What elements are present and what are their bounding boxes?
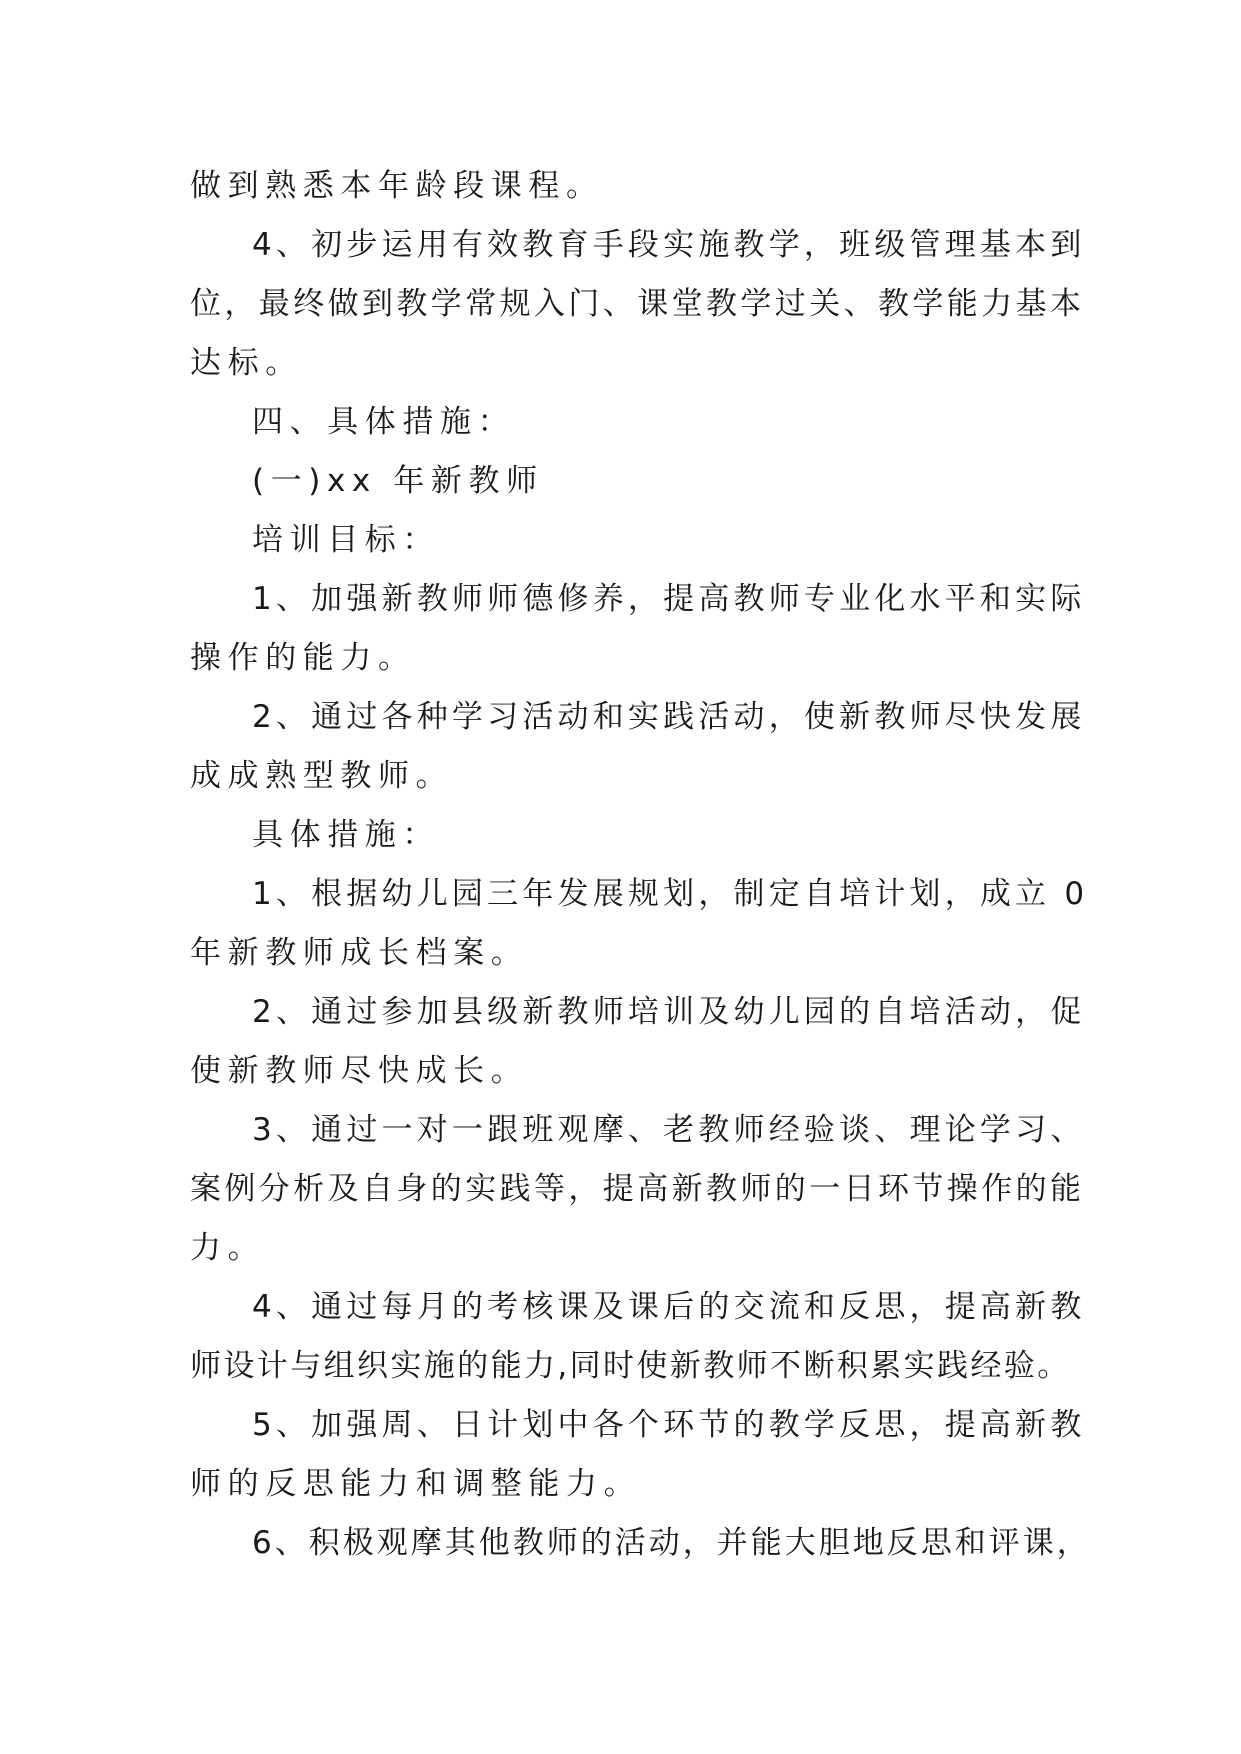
text-line: 力。: [190, 1230, 266, 1266]
text-line: 4、通过每月的考核课及课后的交流和反思，提高新教: [252, 1289, 1086, 1325]
text-line: 4、初步运用有效教育手段实施教学，班级管理基本到: [252, 227, 1086, 263]
text-line: 操作的能力。: [190, 640, 416, 676]
text-line: 5、加强周、日计划中各个环节的教学反思，提高新教: [252, 1407, 1086, 1443]
text-line: 6、积极观摩其他教师的活动，并能大胆地反思和评课，: [252, 1525, 1091, 1561]
text-line: 师设计与组织实施的能力,同时使新教师不断积累实践经验。: [190, 1348, 1071, 1384]
text-line: 具体措施：: [252, 817, 440, 853]
text-line: 1、根据幼儿园三年发展规划，制定自培计划，成立 0: [252, 876, 1089, 912]
subsection-heading: (一)xx 年新教师: [252, 463, 544, 499]
section-heading: 四、具体措施：: [252, 404, 516, 440]
text-line: 1、加强新教师师德修养，提高教师专业化水平和实际: [252, 581, 1086, 617]
text-line: 3、通过一对一跟班观摩、老教师经验谈、理论学习、: [252, 1112, 1086, 1148]
text-line: 成成熟型教师。: [190, 758, 454, 794]
text-line: 师的反思能力和调整能力。: [190, 1466, 642, 1502]
text-line: 位，最终做到教学常规入门、课堂教学过关、教学能力基本: [190, 286, 1085, 322]
text-line: 年新教师成长档案。: [190, 935, 529, 971]
text-line: 2、通过参加县级新教师培训及幼儿园的自培活动，促: [252, 994, 1086, 1030]
text-line: 做到熟悉本年龄段课程。: [190, 168, 604, 204]
text-line: 培训目标：: [252, 522, 440, 558]
text-line: 达标。: [190, 345, 303, 381]
text-line: 使新教师尽快成长。: [190, 1053, 529, 1089]
text-line: 案例分析及自身的实践等，提高新教师的一日环节操作的能: [190, 1171, 1085, 1207]
text-line: 2、通过各种学习活动和实践活动，使新教师尽快发展: [252, 699, 1086, 735]
